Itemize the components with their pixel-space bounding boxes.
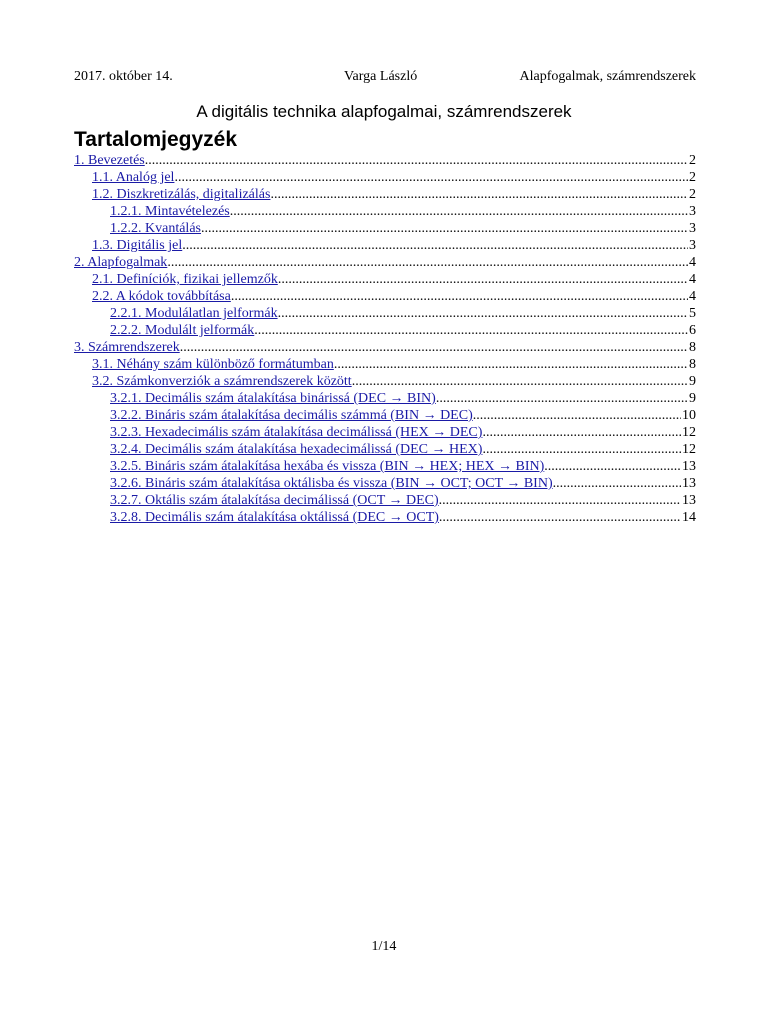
toc-entry [74,407,696,424]
header-date: 2017. október 14. [74,69,173,84]
toc-leader-dots [254,322,688,339]
toc-entry [74,424,696,441]
toc-leader-dots [439,492,681,509]
toc-entry [74,458,696,475]
toc-entry-page: 8 [689,340,696,355]
toc-entry-page: 2 [689,187,696,202]
table-of-contents [74,152,696,526]
toc-entry-link[interactable]: 1.2. Diszkretizálás, digitalizálás [92,187,271,202]
toc-leader-dots [167,254,688,271]
toc-leader-dots [145,152,688,169]
toc-entry-page: 12 [682,442,696,457]
toc-entry [74,509,696,526]
toc-entry-link[interactable]: 3.2.2. Bináris szám átalakítása decimális számmá (BIN → DEC) [110,408,473,423]
toc-leader-dots [278,305,688,322]
toc-entry-page: 4 [689,272,696,287]
toc-entry-page: 13 [682,493,696,508]
toc-entry-link[interactable]: 1.2.1. Mintavételezés [110,204,230,219]
toc-leader-dots [352,373,688,390]
toc-leader-dots [278,271,688,288]
toc-entry-link[interactable]: 3.2.1. Decimális szám átalakítása binárissá (DEC → BIN) [110,391,436,406]
toc-entry-page: 2 [689,153,696,168]
toc-entry-page: 9 [689,391,696,406]
toc-entry-page: 13 [682,459,696,474]
toc-entry-link[interactable]: 3.2. Számkonverziók a számrendszerek között [92,374,352,389]
toc-entry [74,220,696,237]
toc-entry [74,441,696,458]
toc-entry-page: 9 [689,374,696,389]
toc-entry [74,322,696,339]
toc-entry [74,271,696,288]
page-header [74,68,696,86]
toc-leader-dots [230,203,688,220]
toc-entry [74,390,696,407]
toc-leader-dots [439,509,681,526]
toc-entry-page: 10 [682,408,696,423]
toc-entry-page: 14 [682,510,696,525]
toc-entry-link[interactable]: 3.2.8. Decimális szám átalakítása oktálissá (DEC → OCT) [110,510,439,525]
toc-leader-dots [174,169,688,186]
toc-entry-page: 4 [689,289,696,304]
toc-entry-link[interactable]: 1. Bevezetés [74,153,145,168]
header-author: Varga László [344,69,418,84]
toc-leader-dots [482,441,681,458]
toc-entry-page: 12 [682,425,696,440]
toc-entry-link[interactable]: 3.2.7. Oktális szám átalakítása decimálissá (OCT → DEC) [110,493,439,508]
toc-entry-link[interactable]: 3.2.6. Bináris szám átalakítása oktálisba és vissza (BIN → OCT; OCT → BIN) [110,476,553,491]
toc-leader-dots [180,339,688,356]
toc-leader-dots [231,288,688,305]
toc-entry [74,288,696,305]
header-subject: Alapfogalmak, számrendszerek [519,69,696,84]
toc-entry-link[interactable]: 3.2.4. Decimális szám átalakítása hexadecimálissá (DEC → HEX) [110,442,483,457]
toc-leader-dots [270,186,688,203]
toc-entry-page: 5 [689,306,696,321]
toc-entry-page: 3 [689,204,696,219]
toc-entry-link[interactable]: 1.1. Analóg jel [92,170,175,185]
toc-entry [74,203,696,220]
toc-entry-page: 8 [689,357,696,372]
toc-entry [74,152,696,169]
toc-entry-page: 6 [689,323,696,338]
toc-entry [74,254,696,271]
toc-entry [74,475,696,492]
toc-entry-link[interactable]: 3.2.5. Bináris szám átalakítása hexába és vissza (BIN → HEX; HEX → BIN) [110,459,545,474]
toc-entry-page: 3 [689,221,696,236]
toc-entry [74,373,696,390]
toc-entry-link[interactable]: 1.3. Digitális jel [92,238,183,253]
toc-entry [74,305,696,322]
document-title: A digitális technika alapfogalmai, számrendszerek [196,102,572,121]
toc-entry-link[interactable]: 3. Számrendszerek [74,340,180,355]
toc-entry [74,492,696,509]
toc-entry-link[interactable]: 1.2.2. Kvantálás [110,221,201,236]
toc-entry [74,169,696,186]
toc-entry-page: 4 [689,255,696,270]
toc-entry-link[interactable]: 2.1. Definíciók, fizikai jellemzők [92,272,278,287]
toc-leader-dots [334,356,688,373]
toc-leader-dots [436,390,688,407]
toc-entry [74,339,696,356]
toc-entry [74,356,696,373]
toc-entry-link[interactable]: 2.2.1. Modulálatlan jelformák [110,306,278,321]
toc-entry-page: 2 [689,170,696,185]
toc-heading: Tartalomjegyzék [74,128,238,151]
toc-leader-dots [473,407,681,424]
toc-entry-link[interactable]: 2.2. A kódok továbbítása [92,289,231,304]
toc-entry [74,237,696,254]
toc-leader-dots [553,475,681,492]
toc-leader-dots [182,237,688,254]
toc-entry-link[interactable]: 3.1. Néhány szám különböző formátumban [92,357,334,372]
page-footer [0,938,768,956]
toc-entry-link[interactable]: 2.2.2. Modulált jelformák [110,323,255,338]
page-number: 1/14 [371,939,397,954]
toc-entry-page: 3 [689,238,696,253]
toc-leader-dots [201,220,688,237]
toc-entry-link[interactable]: 2. Alapfogalmak [74,255,168,270]
toc-entry [74,186,696,203]
toc-entry-link[interactable]: 3.2.3. Hexadecimális szám átalakítása decimálissá (HEX → DEC) [110,425,483,440]
toc-leader-dots [482,424,681,441]
toc-entry-page: 13 [682,476,696,491]
toc-leader-dots [544,458,681,475]
